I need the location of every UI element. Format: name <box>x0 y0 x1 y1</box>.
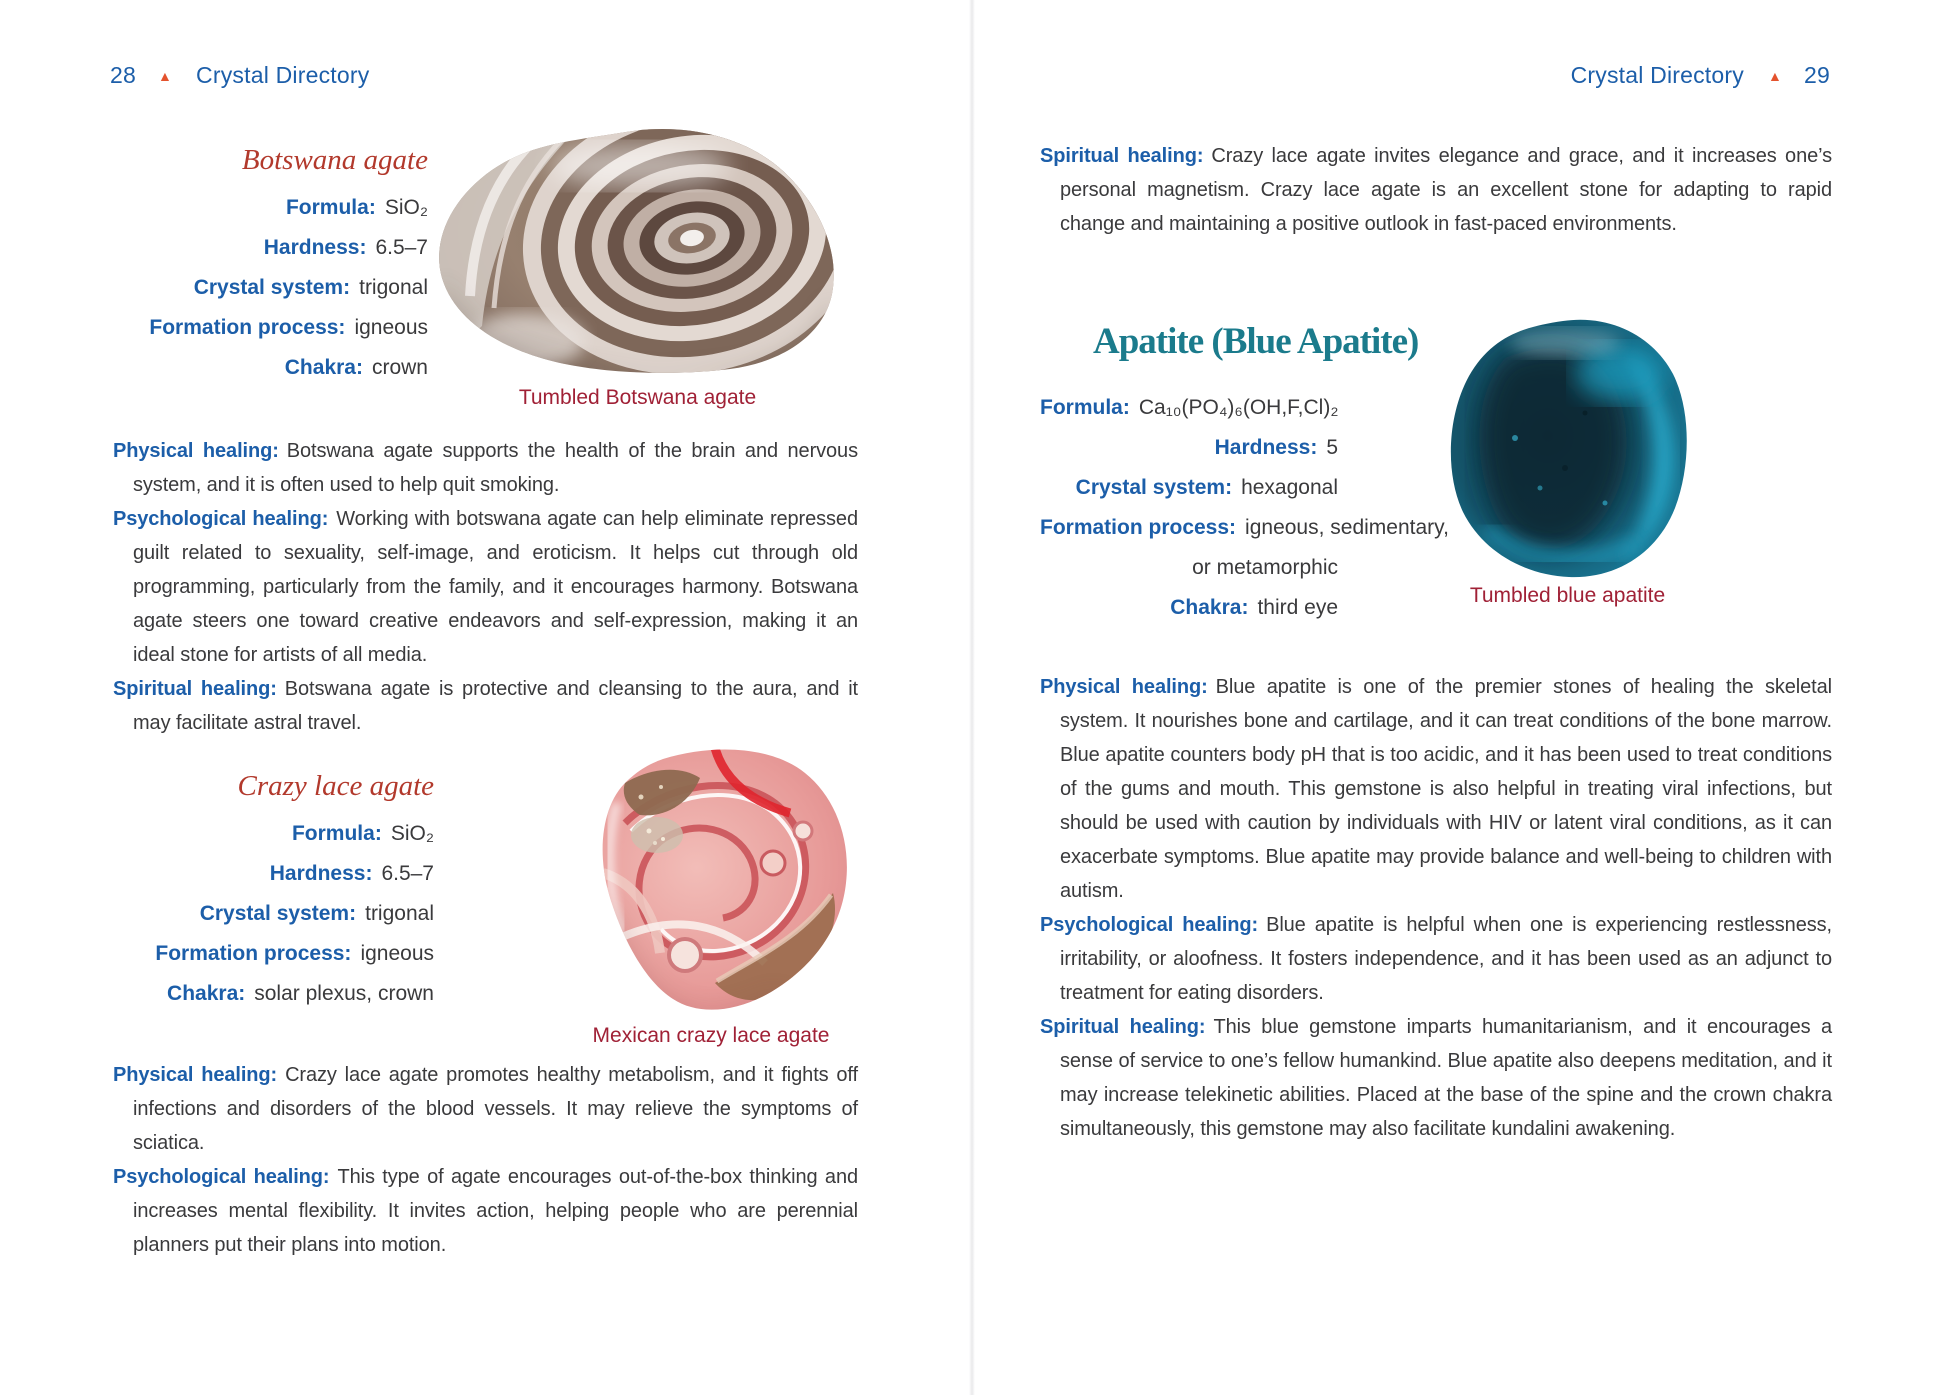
botswana-agate-info-block <box>113 144 428 388</box>
paragraph-text: Botswana agate supports the health of the brain and nervous system, and it is often used to help quit smoking. <box>133 440 858 496</box>
apatite-paragraphs <box>1040 670 1832 1146</box>
detail-row-crystal-system <box>113 268 428 308</box>
detail-label: Formula: <box>1040 396 1130 419</box>
caption-blue-apatite: Tumbled blue apatite <box>1469 584 1666 607</box>
page-header-left <box>110 62 369 89</box>
detail-row-formation-process <box>1040 508 1449 548</box>
detail-value: SiO₂ <box>384 196 428 219</box>
paragraph-label: Spiritual healing: <box>1040 145 1204 167</box>
detail-row-chakra <box>113 348 428 388</box>
detail-value: trigonal <box>365 902 434 925</box>
caption-crazy-lace-agate: Mexican crazy lace agate <box>592 1024 830 1047</box>
detail-label: Chakra: <box>167 982 246 1005</box>
detail-label: Formation process: <box>155 942 352 965</box>
detail-label: Chakra: <box>1170 596 1249 619</box>
detail-row-hardness <box>113 854 434 894</box>
crazy-lace-agate-image <box>565 743 857 1020</box>
detail-row-formula <box>1040 388 1338 428</box>
detail-value: Ca₁₀(PO₄)₆(OH,F,Cl)₂ <box>1138 396 1339 419</box>
paragraph-spiritual-healing <box>1040 139 1832 241</box>
paragraph-psychological-healing <box>1040 908 1832 1010</box>
paragraph-text: Blue apatite is one of the premier stones of healing the skeletal system. It nourishes bone and cartilage, and it can treat conditions of the bone marrow. Blue apatite counters body pH that is too acidic, and it has been used to treat conditions of the gums and mouth. This gemstone is also helpful in treating viral infections, but should be used with caution by individuals with HIV or latent viral conditions, as it can exacerbate symptoms. Blue apatite may provide balance and well-being to children with autism. <box>1060 676 1832 902</box>
detail-value: SiO₂ <box>390 822 434 845</box>
detail-value: solar plexus, crown <box>254 982 434 1005</box>
detail-value: 5 <box>1326 436 1338 459</box>
detail-label: Hardness: <box>263 236 367 259</box>
detail-label: Hardness: <box>269 862 373 885</box>
page-number-right: 29 <box>1804 62 1830 88</box>
paragraph-spiritual-healing <box>1040 1010 1832 1146</box>
detail-row-formula <box>113 188 428 228</box>
detail-row-formation-process-continued <box>1040 548 1338 588</box>
detail-value: or metamorphic <box>1192 556 1338 579</box>
detail-label: Formula: <box>285 196 376 219</box>
triangle-ornament-icon: ▲ <box>1767 68 1783 84</box>
running-head-left: Crystal Directory <box>196 62 370 88</box>
detail-value: third eye <box>1257 596 1338 619</box>
entry-title-botswana-agate: Botswana agate <box>241 144 428 176</box>
paragraph-label: Psychological healing: <box>1040 914 1259 936</box>
paragraph-text: Working with botswana agate can help eliminate repressed guilt related to sexuality, self-image, and eroticism. It helps cut through old programming, particularly from the family, and it encourages harmony. Botswana agate steers one toward creative endeavors and self-expression, making it an ideal stone for artists of all media. <box>133 508 858 666</box>
detail-row-chakra <box>1040 588 1338 628</box>
detail-label: Crystal system: <box>1075 476 1233 499</box>
running-head-right: Crystal Directory <box>1570 62 1744 88</box>
detail-label: Formation process: <box>1040 516 1237 539</box>
detail-row-formation-process <box>113 308 428 348</box>
detail-value: 6.5–7 <box>381 862 434 885</box>
paragraph-text: Crazy lace agate invites elegance and grace, and it increases one’s personal magnetism. Crazy lace agate is an excellent stone for adapting to rapid change and maintaining a positive outlook in fast-paced environments. <box>1060 145 1832 235</box>
detail-label: Chakra: <box>284 356 363 379</box>
botswana-agate-paragraphs <box>113 434 858 740</box>
detail-label: Crystal system: <box>193 276 351 299</box>
paragraph-label: Psychological healing: <box>113 1166 330 1188</box>
apatite-info-block <box>1040 388 1449 628</box>
crazy-lace-agate-continued-paragraph <box>1040 139 1832 241</box>
detail-row-crystal-system <box>113 894 434 934</box>
page-gutter-divider <box>969 0 975 1395</box>
paragraph-label: Physical healing: <box>113 440 279 462</box>
botswana-agate-image <box>430 126 845 376</box>
triangle-ornament-icon: ▲ <box>157 68 173 84</box>
paragraph-text: This type of agate encourages out-of-the-box thinking and increases mental flexibility. It invites action, helping people who are perennial planners put their plans into motion. <box>133 1166 858 1256</box>
detail-row-hardness <box>1040 428 1338 468</box>
caption-botswana-agate: Tumbled Botswana agate <box>518 386 757 409</box>
detail-label: Crystal system: <box>199 902 357 925</box>
paragraph-label: Spiritual healing: <box>113 678 277 700</box>
paragraph-label: Spiritual healing: <box>1040 1016 1206 1038</box>
paragraph-label: Physical healing: <box>1040 676 1208 698</box>
detail-value: crown <box>371 356 428 379</box>
detail-value: hexagonal <box>1241 476 1338 499</box>
detail-row-crystal-system <box>1040 468 1338 508</box>
paragraph-text: This blue gemstone imparts humanitarianism, and it encourages a sense of service to one’s fellow humankind. Blue apatite also deepens meditation, and it may increase telekinetic abilities. Placed at the base of the spine and the crown chakra simultaneously, this gemstone may also facilitate kundalini awakening. <box>1060 1016 1832 1140</box>
detail-value: trigonal <box>359 276 428 299</box>
paragraph-physical-healing <box>113 434 858 502</box>
paragraph-psychological-healing <box>113 1160 858 1262</box>
detail-row-chakra <box>113 974 434 1014</box>
paragraph-label: Physical healing: <box>113 1064 278 1086</box>
detail-value: 6.5–7 <box>375 236 428 259</box>
detail-row-formation-process <box>113 934 434 974</box>
entry-title-apatite-blue-apatite: Apatite (Blue Apatite) <box>1093 321 1419 362</box>
page-header-right <box>1571 62 1830 89</box>
detail-row-formula <box>113 814 434 854</box>
detail-label: Formation process: <box>149 316 346 339</box>
entry-title-crazy-lace-agate: Crazy lace agate <box>237 770 434 802</box>
page-number-left: 28 <box>110 62 136 88</box>
detail-label: Formula: <box>291 822 382 845</box>
paragraph-text: Crazy lace agate promotes healthy metabolism, and it fights off infections and disorders of the blood vessels. It may relieve the symptoms of sciatica. <box>133 1064 858 1154</box>
crazy-lace-agate-paragraphs <box>113 1058 858 1262</box>
paragraph-physical-healing <box>113 1058 858 1160</box>
crazy-lace-agate-info-block <box>113 770 434 1014</box>
paragraph-text: Blue apatite is helpful when one is experiencing restlessness, irritability, or aloofness. It fosters independence, and it has been used as an adjunct to treatment for eating disorders. <box>1060 914 1832 1004</box>
paragraph-label: Psychological healing: <box>113 508 329 530</box>
detail-value: igneous, sedimentary, <box>1245 516 1449 539</box>
detail-row-hardness <box>113 228 428 268</box>
detail-label: Hardness: <box>1214 436 1318 459</box>
paragraph-psychological-healing <box>113 502 858 672</box>
paragraph-text: Botswana agate is protective and cleansing to the aura, and it may facilitate astral travel. <box>133 678 858 734</box>
paragraph-spiritual-healing <box>113 672 858 740</box>
paragraph-physical-healing <box>1040 670 1832 908</box>
detail-value: igneous <box>360 942 434 965</box>
blue-apatite-image <box>1445 318 1690 580</box>
detail-value: igneous <box>354 316 428 339</box>
